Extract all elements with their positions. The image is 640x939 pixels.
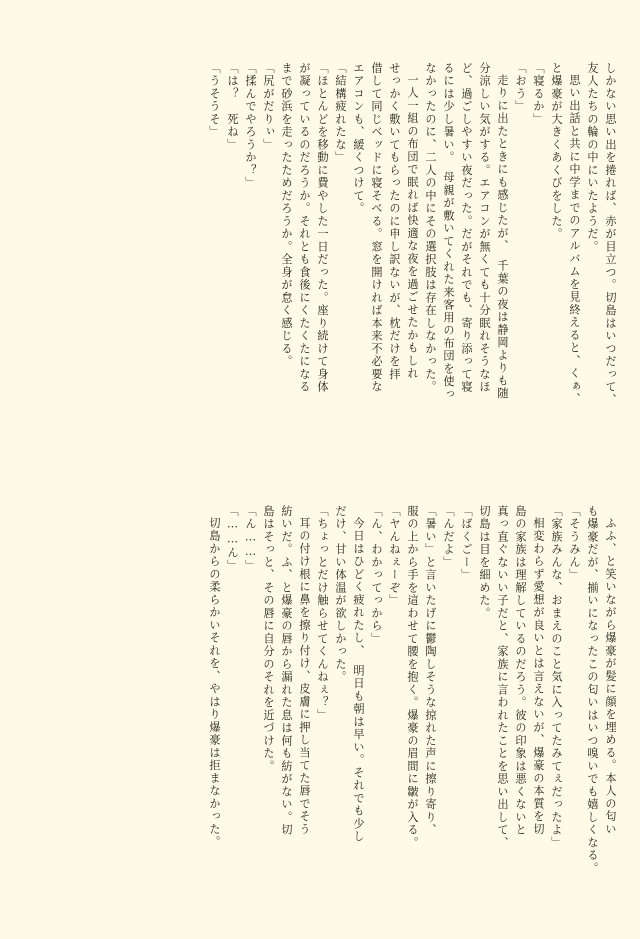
text-column: 島の家族は理解しているのだろう。彼の印象は悪くないと [514, 505, 527, 837]
text-column: 「揉んでやろうか？」 [244, 62, 257, 190]
text-column: 「ばくごー」 [460, 505, 473, 582]
text-column: も爆豪だが、揃いになったこの匂いはいつ嗅いでも嬉しくなる。 [586, 505, 599, 875]
text-column: 「おう」 [514, 62, 527, 113]
text-column: ど、過ごしやすい夜だった。だがそれでも、寄り添って寝 [460, 62, 473, 394]
text-column: だけ、甘い体温が欲しかった。 [334, 505, 347, 684]
text-column: が凝っているのだろうか。それとも食後にくたくたになる [298, 62, 311, 394]
text-column: 借して同じベッドに寝そべる。窓を開ければ本来不必要な [370, 62, 383, 394]
text-column: 「寝るか」 [532, 62, 545, 126]
text-column: 「……ん」 [226, 505, 239, 573]
text-column: 「家族みんな、おまえのこと気に入ってたみてぇだったよ」 [550, 505, 563, 850]
text-column: まで砂浜を走ったためだろうか。全身が怠く感じる。 [280, 62, 293, 368]
upper-text-block [202, 62, 616, 462]
text-column: 真っ直ぐないい子だと、家族に言われたことを思い出して、 [496, 505, 509, 850]
text-column: 紡いだ。ふ、と爆豪の唇から漏れた息は何も紡がない。切 [280, 505, 293, 837]
lower-text-block [202, 505, 616, 905]
text-column: 相変わらず愛想が良いとは言えないが、爆豪の本質を切 [532, 517, 545, 836]
text-column: と爆豪が大きくあくびをした。 [550, 62, 563, 241]
text-column: 島はそっと、その唇に自分のそれを近づけた。 [262, 505, 275, 773]
text-column: 「は？ 死ね」 [226, 62, 239, 152]
text-column: 「うそうそ」 [208, 62, 221, 139]
text-column: 「尻がだりぃ」 [262, 62, 275, 152]
text-column: 「結構疲れたな」 [334, 62, 347, 164]
text-column: 服の上から手を這わせて腰を抱く。爆豪の眉間に皺が入る。 [406, 505, 419, 850]
text-column: 「そうみん」 [568, 505, 581, 582]
text-column: しかない思い出を捲れば、赤が目立つ。切島はいつだって、 [604, 62, 617, 407]
text-column: るには少し暑い。 母親が敷いてくれた来客用の布団を使っ [442, 62, 455, 401]
text-column: 「んだよ」 [442, 505, 455, 569]
text-column: 「ちょっとだけ触らせてくんねぇ？」 [316, 505, 329, 722]
text-column: 「ん……」 [244, 505, 257, 573]
text-column: 分涼しい気がする。エアコンが無くても十分眠れそうなほ [478, 62, 491, 394]
text-column: 一人一組の布団で眠れば快適な夜を過ごせたかもしれ [406, 74, 419, 380]
text-column: 友人たちの輪の中にいたようだ。 [586, 62, 599, 254]
text-column: エアコンも、緩くつけて。 [352, 62, 365, 215]
text-column: 思い出話と共に中学までのアルバムを見終えると、くぁ、 [568, 74, 581, 406]
text-column: 走りに出たときにも感じたが、 千葉の夜は静岡よりも随 [496, 74, 509, 400]
text-column: なかったのに、二人の中にその選択肢は存在しなかった。 [424, 62, 437, 394]
text-column: 「ほとんどを移動に費やした一日だった。座り続けて身体 [316, 62, 329, 394]
text-column: 「ヤんねぇーぞ」 [388, 505, 401, 607]
text-column: 「暑い」と言いたげに鬱陶しそうな掠れた声に擦り寄り、 [424, 505, 437, 837]
text-column: ふふ、と笑いながら爆豪が髪に顔を埋める。本人の匂い [604, 517, 617, 836]
text-column: 耳の付け根に鼻を擦り付け、皮膚に押し当てた唇でそう [298, 517, 311, 836]
text-column: 「ん、わかってっから」 [370, 505, 383, 646]
text-column: 切島からの柔らかいそれを、やはり爆豪は拒まなかった。 [208, 517, 221, 849]
text-column: せっかく敷いてもらったのに申し訳ないが、枕だけを拝 [388, 62, 401, 381]
text-column: 切島は目を細めた。 [478, 505, 491, 620]
text-column: 今日はひどく疲れたし、 明日も朝は早い。それでも少し [352, 517, 365, 843]
